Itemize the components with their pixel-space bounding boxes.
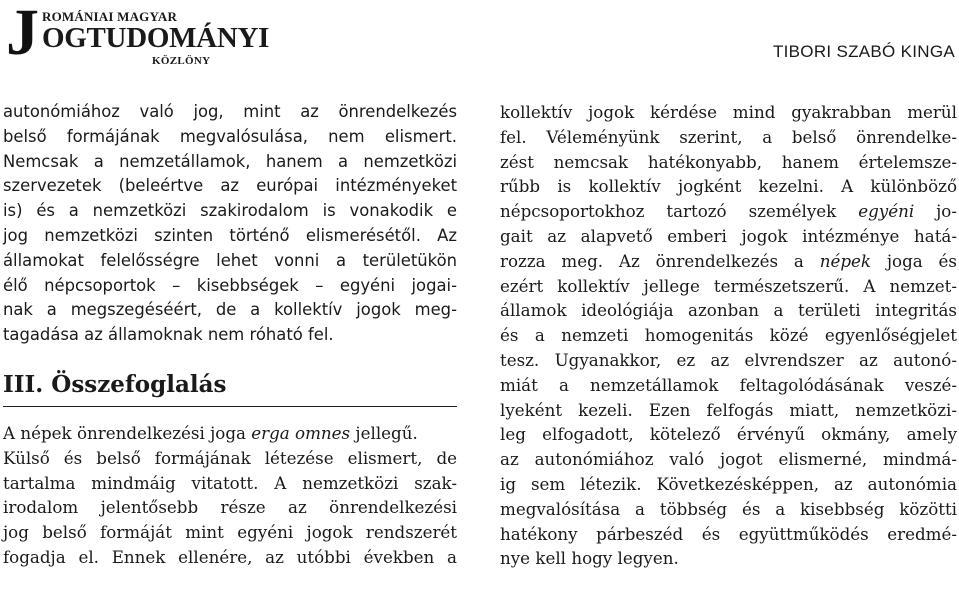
- text-line: megvalósítása a többség és a kisebbség közötti: [500, 498, 957, 519]
- text-line: gait az alapvető emberi jogok intézménye hatá-: [500, 225, 957, 246]
- text-line: államokat felelősségre lehet vonni a területükön: [3, 250, 457, 270]
- text-line: Nemcsak a nemzetállamok, hanem a nemzetközi: [3, 151, 457, 171]
- text-line: tagadása az államoknak nem róható fel.: [3, 325, 334, 345]
- text-line: élő népcsoportok – kisebbségek – egyéni jogai-: [3, 275, 457, 295]
- text-line: és a nemzeti homogenitás közé egyenlőségjelet: [500, 325, 957, 346]
- text-line: jog nemzetközi szinten történő elismerésétől. Az: [3, 225, 457, 245]
- left-column: [3, 100, 457, 570]
- text-line: zést nemcsak hatékonyabb, hanem értelemsze-: [500, 151, 957, 172]
- right-paragraph: [500, 100, 957, 571]
- text-line: rűbb is kollektív jogként kezelni. A különböző: [500, 176, 957, 197]
- text-line: irodalom jelentősebb része az önrendelkezési: [3, 497, 457, 518]
- text-line: is) és a nemzetközi szakirodalom is vonakodik e: [3, 201, 457, 221]
- summary-paragraph: [3, 421, 457, 570]
- text-line: kollektív jogok kérdése mind gyakrabban merül: [500, 102, 957, 122]
- section-heading: III. Összefoglalás: [3, 370, 457, 407]
- text-line: az autonómiához való jogot elismerné, mindmá-: [500, 449, 957, 470]
- text-line: fel. Véleményünk szerint, a belső önrendelke-: [500, 126, 957, 147]
- text-line: tartalma mindmáig vitatott. A nemzetközi szak-: [3, 472, 457, 493]
- logo-line-bottom: KÖZLÖNY: [152, 55, 211, 67]
- author-name: TIBORI SZABÓ KINGA: [772, 42, 955, 61]
- text-line: belső formájának megvalósulása, nem elismert.: [3, 126, 457, 146]
- text-line: lyeként kezeli. Ezen felfogás miatt, nemzetközi-: [500, 399, 957, 420]
- text-line: nak a megszegéséért, de a kollektív jogok meg-: [3, 300, 457, 320]
- text-line: államok ideológiája azonban a területi integritás: [500, 300, 957, 321]
- text-line: szervezetek (beleértve az európai intézményeket: [3, 176, 457, 196]
- logo-line-top: ROMÁNIAI MAGYAR: [42, 9, 178, 24]
- text-line: rozza meg. Az önrendelkezés a népek joga és: [500, 250, 957, 271]
- right-column: [500, 100, 957, 571]
- journal-logo: [6, 0, 270, 69]
- text-line: Külső és belső formájának létezése elismert, de: [3, 447, 457, 468]
- text-line: ezért kollektív jellege természetszerű. A nemzet-: [500, 275, 957, 296]
- text-line: népcsoportokhoz tartozó személyek egyéni jo-: [500, 201, 957, 222]
- logo-letter-j: J: [6, 0, 39, 69]
- text-line: fogadja el. Ennek ellenére, az utóbbi években a: [3, 546, 457, 567]
- text-line: jog belső formáját mint egyéni jogok rendszerét: [3, 522, 457, 543]
- text-line: A népek önrendelkezési joga erga omnes jellegű.: [3, 422, 418, 443]
- text-line: ig sem létezik. Következésképpen, az autonómia: [500, 473, 957, 494]
- logo-line-main: OGTUDOMÁNYI: [42, 22, 270, 54]
- text-line: tesz. Ugyanakkor, ez az elvrendszer az autonó-: [500, 349, 957, 370]
- text-line: leg elfogadott, kötelező érvényű okmány, amely: [500, 424, 957, 445]
- text-line: nye kell hogy legyen.: [500, 548, 679, 569]
- left-paragraph: [3, 100, 457, 348]
- text-line: miát a nemzetállamok feltagolódásának veszé-: [500, 374, 957, 395]
- text-line: autonómiához való jog, mint az önrendelkezés: [3, 102, 457, 121]
- text-line: hatékony párbeszéd és együttműködés eredmé-: [500, 523, 957, 544]
